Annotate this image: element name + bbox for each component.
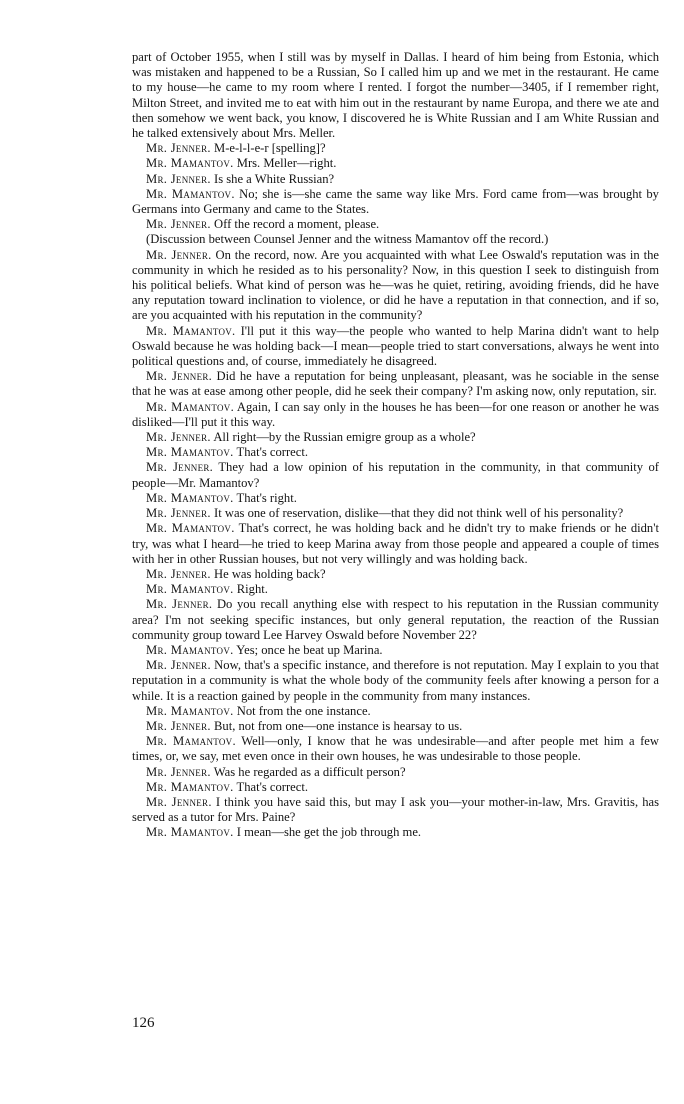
speaker-label: Mr. Mamantov. <box>146 445 234 460</box>
paragraph-text: I'll put it this way—the people who wanted to help Marina didn't want to help Oswald because he was holding back—I mean—people tried to start conversations, always he went into political questions and, of course, immediately he disagreed. <box>132 323 659 369</box>
paragraph-text: Now, that's a specific instance, and therefore is not reputation. May I explain to you that reputation in a community is what the whole body of the community feels after knowing a person for a while. It is a reaction gained by people in the community from many instances. <box>132 658 659 703</box>
speaker-label: Mr. Mamantov. <box>146 582 234 597</box>
speaker-label: Mr. Mamantov. <box>146 779 234 794</box>
paragraph-text: That's correct. <box>233 779 309 794</box>
paragraph-text: M-e-l-l-e-r [spelling]? <box>210 141 326 156</box>
paragraph-text: That's correct, he was holding back and he didn't try to make friends or he didn't try, was what I heard—he tried to keep Marina away from those people and appeared a couple of times with her in other Russian houses, but not very willingly and was holding back. <box>132 521 659 566</box>
paragraph-text: Off the record a moment, please. <box>210 217 380 232</box>
transcript-paragraph <box>132 172 659 187</box>
paragraph-text: I mean—she get the job through me. <box>233 825 422 840</box>
speaker-label: Mr. Mamantov. <box>146 156 234 171</box>
transcript-paragraph <box>132 780 659 795</box>
transcript-paragraph <box>132 156 659 171</box>
speaker-label: Mr. Mamantov. <box>146 323 236 338</box>
paragraph-text: Well—only, I know that he was undesirable—and after people met him a few times, or, we say, met even once in their own houses, he was undesirable to those people. <box>132 734 659 764</box>
speaker-label: Mr. Mamantov. <box>146 521 235 536</box>
paragraph-text: All right—by the Russian emigre group as a whole? <box>210 430 476 445</box>
paragraph-text: That's right. <box>233 490 297 505</box>
speaker-label: Mr. Mamantov. <box>146 734 236 749</box>
transcript-paragraph <box>132 324 659 370</box>
speaker-label: Mr. Jenner. <box>146 794 212 809</box>
paragraph-text: Again, I can say only in the houses he has been—for one reason or another he was disliked—I'll put it this way. <box>132 399 659 429</box>
transcript-paragraph <box>132 141 659 156</box>
speaker-label: Mr. Jenner. <box>146 369 213 384</box>
speaker-label: Mr. Jenner. <box>146 506 211 521</box>
paragraph-text: (Discussion between Counsel Jenner and the witness Mamantov off the record.) <box>146 232 549 247</box>
transcript-paragraph <box>132 232 659 247</box>
transcript-paragraph <box>132 369 659 399</box>
speaker-label: Mr. Jenner. <box>146 460 214 475</box>
paragraph-text: No; she is—she came the same way like Mrs. Ford came from—was brought by Germans into Germany and came to the States. <box>132 186 659 217</box>
paragraph-text: He was holding back? <box>210 566 326 581</box>
transcript-paragraph <box>132 567 659 582</box>
speaker-label: Mr. Jenner. <box>146 247 212 262</box>
paragraph-text: Not from the one instance. <box>233 703 371 718</box>
speaker-label: Mr. Jenner. <box>146 764 211 779</box>
transcript-paragraph <box>132 795 659 825</box>
transcript-paragraph <box>132 521 659 567</box>
speaker-label: Mr. Mamantov. <box>146 490 234 505</box>
speaker-label: Mr. Mamantov. <box>146 703 234 718</box>
speaker-label: Mr. Jenner. <box>146 217 211 232</box>
paragraph-text: Yes; once he beat up Marina. <box>233 642 383 657</box>
paragraph-text: Did he have a reputation for being unpleasant, pleasant, was he sociable in the sense that he was at ease among other people, did he seek their company? I'm asking now, only reputation, sir. <box>132 369 659 399</box>
speaker-label: Mr. Jenner. <box>146 597 213 612</box>
page-number: 126 <box>132 1015 155 1031</box>
transcript-paragraph <box>132 445 659 460</box>
transcript-paragraph <box>132 491 659 506</box>
paragraph-text: It was one of reservation, dislike—that they did not think well of his personality? <box>210 506 624 521</box>
transcript-paragraph <box>132 719 659 734</box>
speaker-label: Mr. Jenner. <box>146 171 211 186</box>
paragraph-text: part of October 1955, when I still was by myself in Dallas. I heard of him being from Estonia, which was mistaken and happened to be a Russian, So I called him up and we met in the restaurant. He came to my house—he came to my room where I rented. I forgot the number—3405, if I remember right, Milton Street, and invited me to eat with him out in the restaurant by name Europa, and there we ate and then somehow we went back, you know, I discovered he is White Russian and I am White Russian and he talked extensively about Mrs. Meller. <box>132 50 659 141</box>
paragraph-text: They had a low opinion of his reputation in the community, in that community of people—Mr. Mamantov? <box>132 460 659 490</box>
transcript-paragraph <box>132 400 659 430</box>
speaker-label: Mr. Mamantov. <box>146 399 235 414</box>
paragraph-text: But, not from one—one instance is hearsay to us. <box>210 718 463 733</box>
speaker-label: Mr. Mamantov. <box>146 186 235 201</box>
speaker-label: Mr. Mamantov. <box>146 825 234 840</box>
speaker-label: Mr. Mamantov. <box>146 642 234 657</box>
transcript-paragraph <box>132 582 659 597</box>
transcript-paragraph <box>132 217 659 232</box>
speaker-label: Mr. Jenner. <box>146 430 211 445</box>
paragraph-text: I think you have said this, but may I ask you—your mother-in-law, Mrs. Gravitis, has served as a tutor for Mrs. Paine? <box>132 794 659 825</box>
transcript-paragraph <box>132 765 659 780</box>
transcript-paragraph <box>132 704 659 719</box>
paragraph-text: Was he regarded as a difficult person? <box>210 764 406 779</box>
speaker-label: Mr. Jenner. <box>146 141 211 156</box>
transcript-paragraph <box>132 460 659 490</box>
transcript-paragraph <box>132 643 659 658</box>
paragraph-text: That's correct. <box>233 445 309 460</box>
transcript-paragraph <box>132 430 659 445</box>
transcript-paragraph <box>132 825 659 840</box>
paragraph-text: Do you recall anything else with respect to his reputation in the Russian community area? I'm not seeking specific instances, but only general reputation, the reaction of the Russian community group toward Lee Harvey Oswald before November 22? <box>132 597 659 642</box>
paragraph-text: Is she a White Russian? <box>210 171 335 186</box>
transcript-paragraph <box>132 734 659 764</box>
paragraph-text: Right. <box>233 582 268 597</box>
transcript-paragraph <box>132 597 659 643</box>
transcript-body <box>132 50 659 841</box>
speaker-label: Mr. Jenner. <box>146 718 211 733</box>
transcript-paragraph <box>132 658 659 704</box>
transcript-paragraph <box>132 506 659 521</box>
transcript-paragraph <box>132 187 659 217</box>
transcript-paragraph <box>132 50 659 141</box>
speaker-label: Mr. Jenner. <box>146 566 211 581</box>
speaker-label: Mr. Jenner. <box>146 658 211 673</box>
paragraph-text: On the record, now. Are you acquainted with what Lee Oswald's reputation was in the community in which he resided as to his personality? Now, in this question I seek to distinguish from his political beliefs. What kind of person was he—was he quiet, retiring, avoiding friends, did he have any reputation toward inclination to violence, or did he have a reputation in that connection, and if so, are you acquainted with his reputation in the community? <box>132 247 659 323</box>
transcript-paragraph <box>132 248 659 324</box>
paragraph-text: Mrs. Meller—right. <box>233 156 337 171</box>
